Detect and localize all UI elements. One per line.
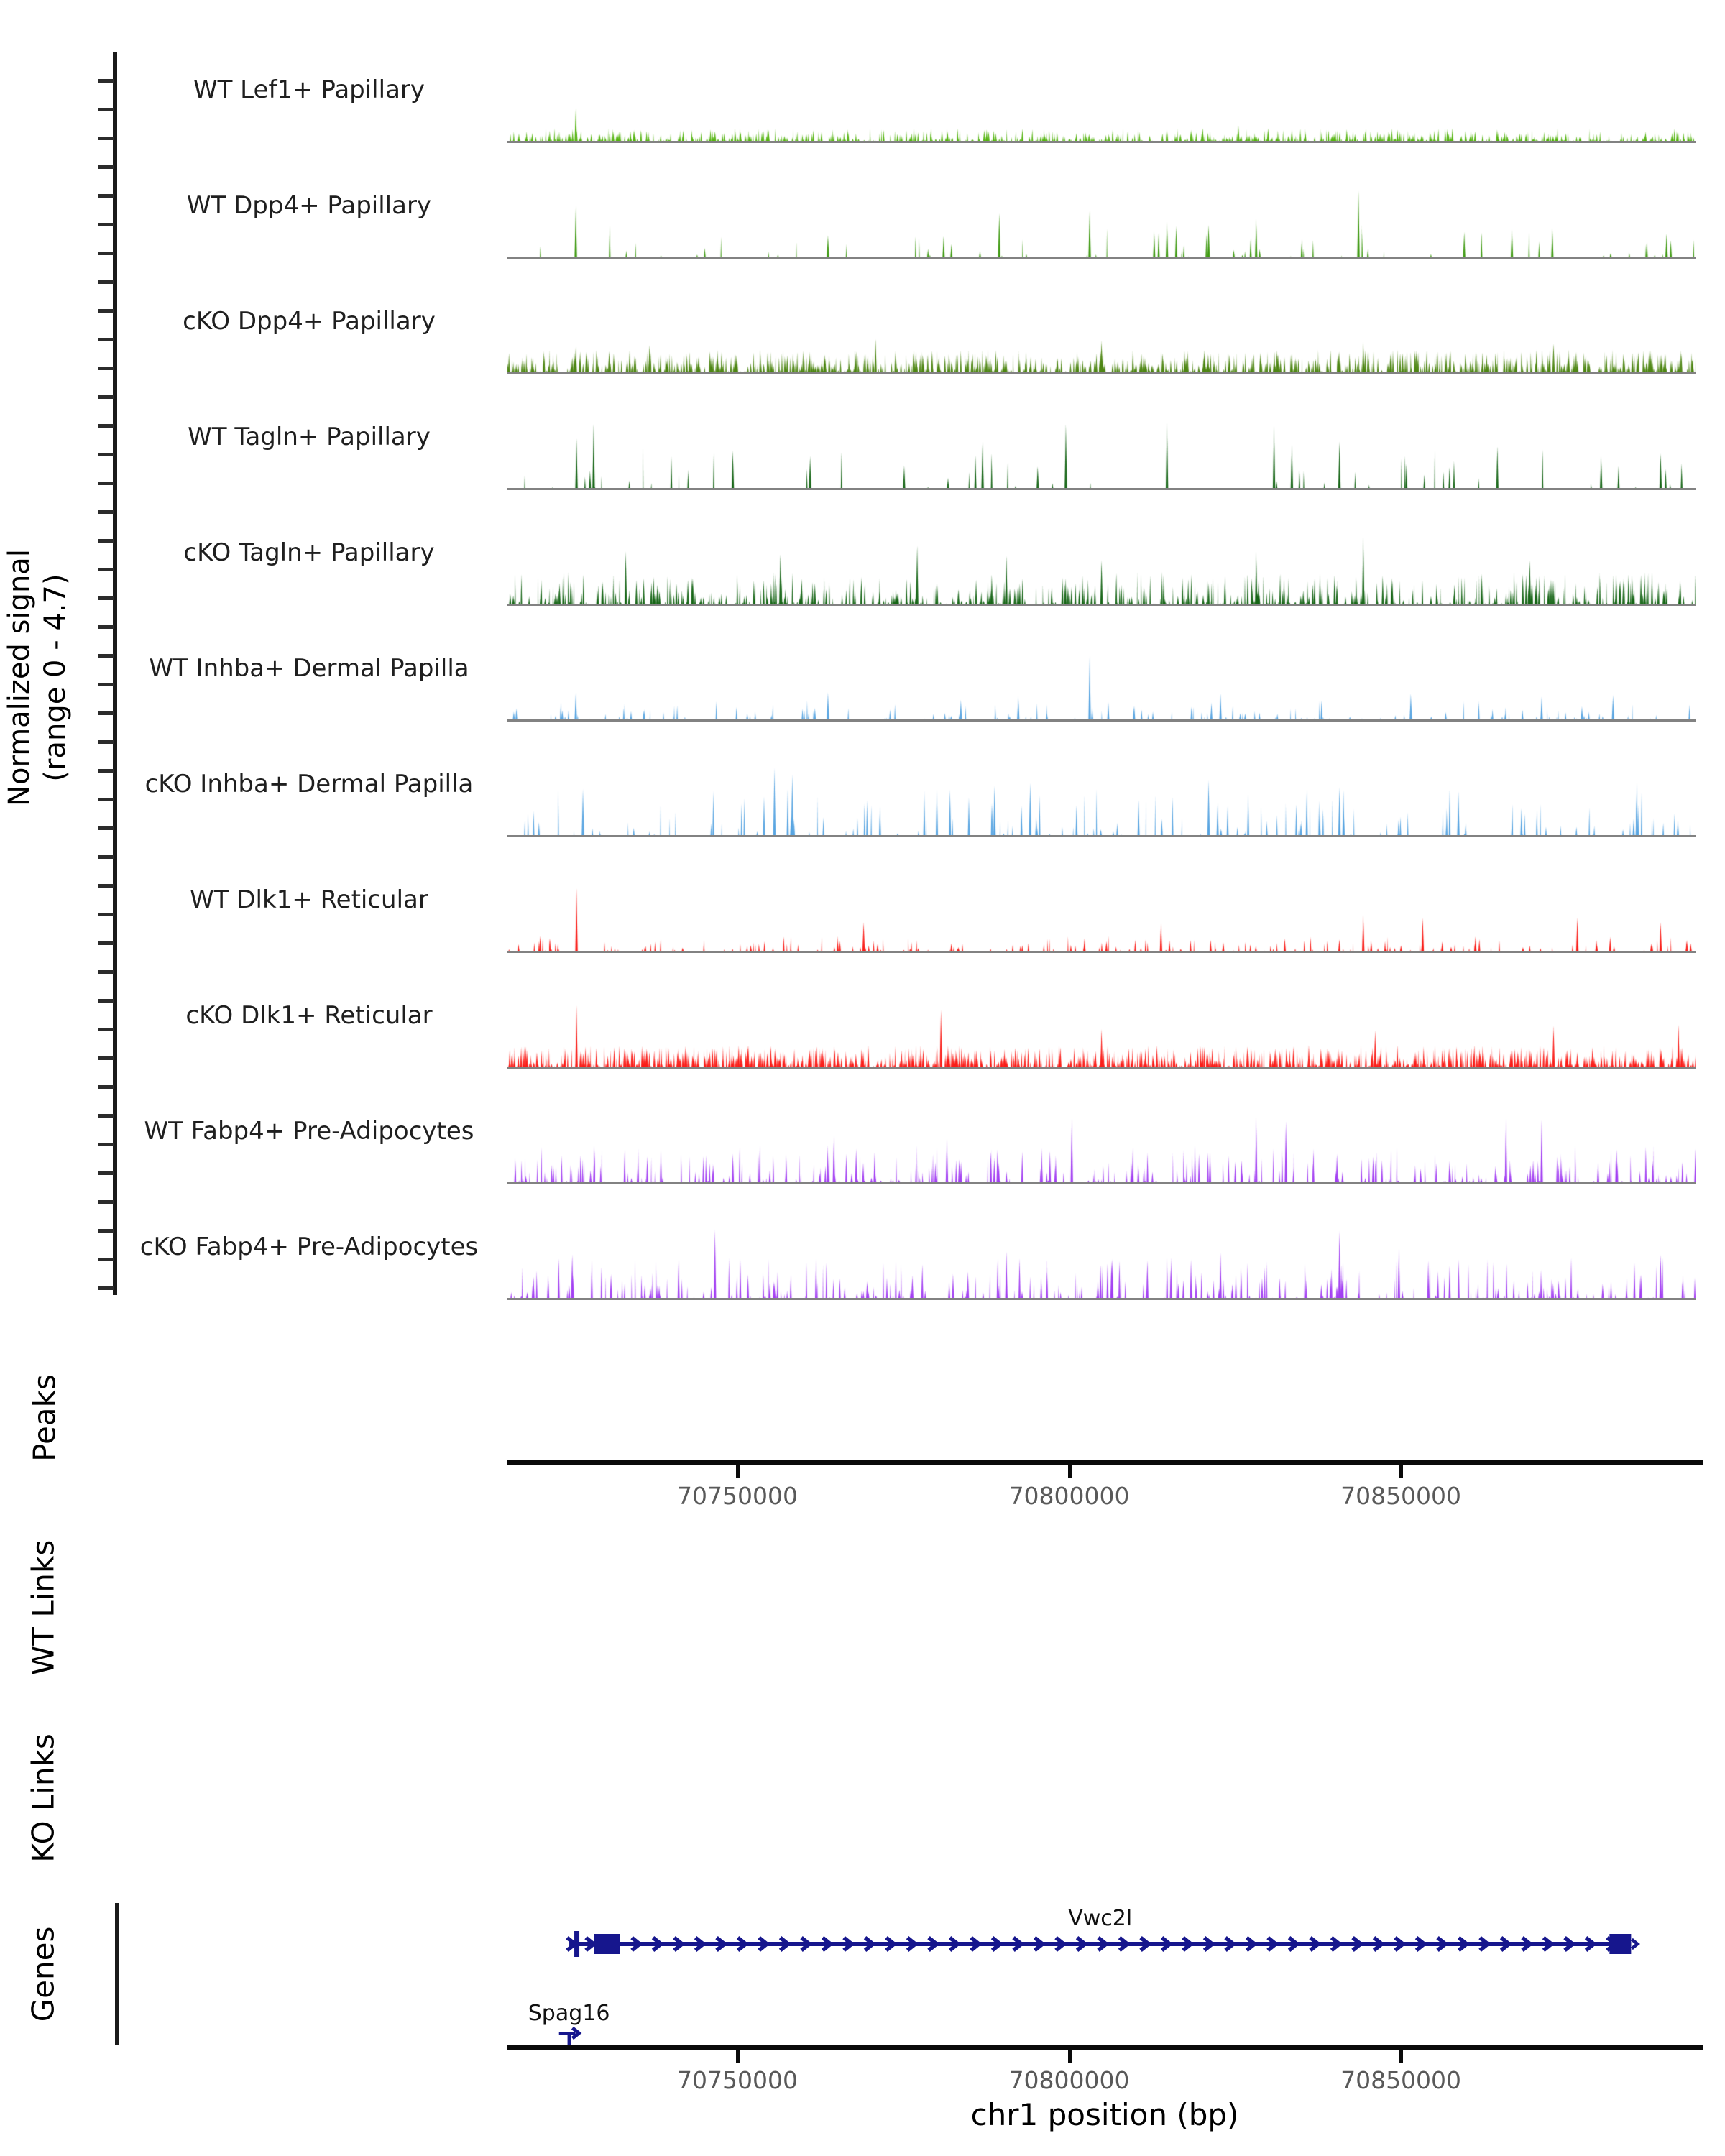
gene-name: Vwc2l <box>1068 1906 1133 1931</box>
x-axis-label: chr1 position (bp) <box>970 2097 1239 2132</box>
section-label-genes: Genes <box>25 1926 61 2022</box>
axis-tick-label: 70800000 <box>1008 2066 1130 2094</box>
axis-tick <box>1068 2049 1072 2063</box>
axis-tick <box>736 2049 740 2063</box>
track-label: WT Lef1+ Papillary <box>193 75 426 104</box>
axis-tick <box>1399 2049 1403 2063</box>
axis-tick-label: 70850000 <box>1340 1482 1462 1510</box>
section-label-wt-links: WT Links <box>25 1539 61 1676</box>
axis-tick-label: 70750000 <box>677 2066 799 2094</box>
track-label: cKO Dpp4+ Papillary <box>183 307 436 336</box>
gene-name: Spag16 <box>528 2001 610 2026</box>
track-label: WT Dpp4+ Papillary <box>186 191 432 220</box>
track-label: cKO Fabp4+ Pre-Adipocytes <box>139 1233 479 1261</box>
track-label: WT Fabp4+ Pre-Adipocytes <box>144 1117 474 1146</box>
section-label-ko-links: KO Links <box>25 1733 61 1863</box>
track-label: WT Dlk1+ Reticular <box>190 885 428 914</box>
track-label: cKO Dlk1+ Reticular <box>185 1001 433 1030</box>
track-label: cKO Tagln+ Papillary <box>183 538 435 567</box>
y-axis-label-line1: Normalized signal <box>3 549 36 806</box>
track-label: cKO Inhba+ Dermal Papilla <box>144 770 474 798</box>
axis-tick-label: 70850000 <box>1340 2066 1462 2094</box>
y-axis-label-line2: (range 0 - 4.7) <box>39 573 72 782</box>
axis-tick-label: 70800000 <box>1008 1482 1130 1510</box>
section-label-peaks: Peaks <box>27 1374 63 1462</box>
track-label: WT Tagln+ Papillary <box>188 423 431 451</box>
track-label: WT Inhba+ Dermal Papilla <box>149 654 469 683</box>
axis-tick-label: 70750000 <box>677 1482 799 1510</box>
axis-line <box>507 2045 1703 2050</box>
